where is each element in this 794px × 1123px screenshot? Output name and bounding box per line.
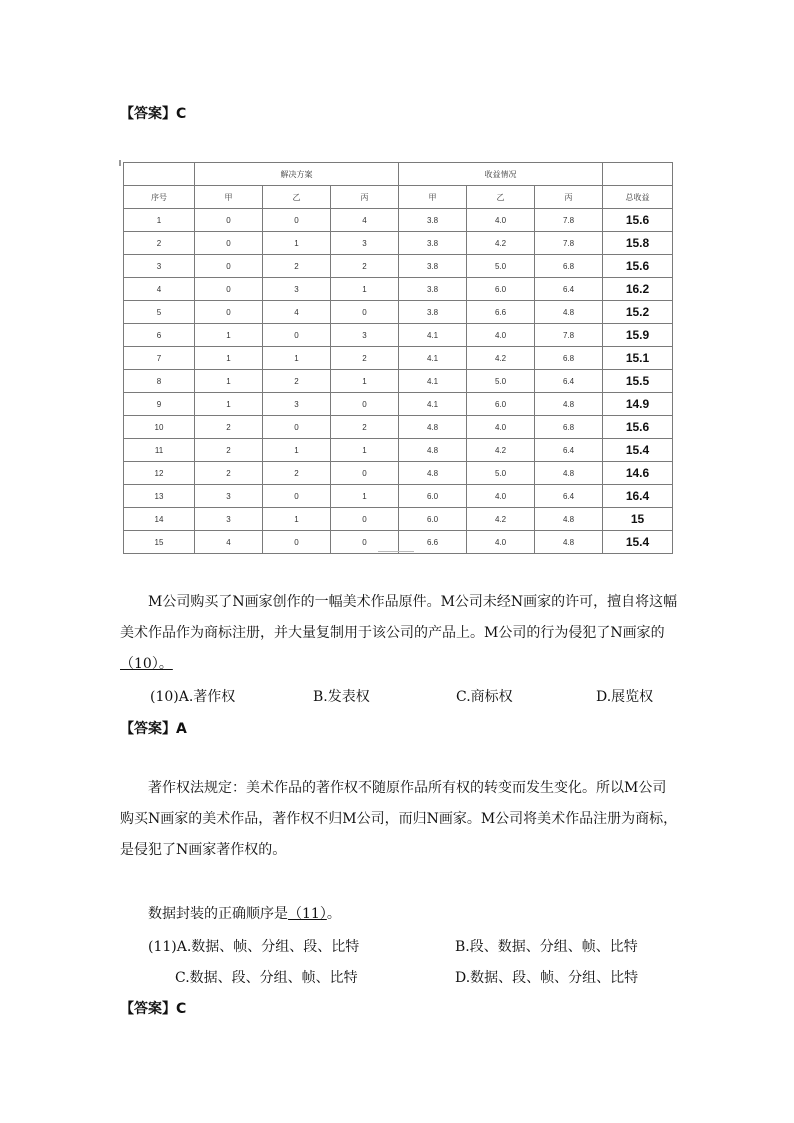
column-header: 甲 [399, 186, 467, 209]
table-cell: 4 [331, 209, 399, 232]
plan-group-header: 解决方案 [195, 163, 399, 186]
table-cell: 5.0 [467, 255, 535, 278]
table-cell: 3 [331, 324, 399, 347]
table-cell: 2 [195, 439, 263, 462]
table-row [124, 232, 673, 255]
table-cell: 4.8 [399, 439, 467, 462]
total-income-cell: 14.6 [603, 462, 673, 485]
table-cell: 5 [124, 301, 195, 324]
table-cell: 3 [263, 278, 331, 301]
table-row [124, 209, 673, 232]
table-cell: 0 [263, 209, 331, 232]
option-10-b: B.发表权 [313, 689, 370, 705]
table-cell: 6.6 [467, 301, 535, 324]
total-income-cell: 15.6 [603, 209, 673, 232]
column-header: 丙 [535, 186, 603, 209]
table-cell: 4 [263, 301, 331, 324]
answer-value: C [176, 1001, 187, 1017]
table-cell: 3 [195, 508, 263, 531]
table-cell: 1 [331, 370, 399, 393]
question-10-blank: （10）。 [120, 656, 173, 672]
question-10-text [120, 587, 680, 680]
table-cell: 4.8 [535, 301, 603, 324]
table-cell: 4.8 [399, 416, 467, 439]
table-cell: 1 [195, 324, 263, 347]
total-income-cell: 15.8 [603, 232, 673, 255]
table-cell: 1 [331, 485, 399, 508]
table-cell: 3.8 [399, 232, 467, 255]
table-cell: 6.4 [535, 439, 603, 462]
total-income-cell: 15.9 [603, 324, 673, 347]
answer-line-3 [120, 998, 186, 1018]
column-header: 乙 [467, 186, 535, 209]
table-cell: 2 [331, 416, 399, 439]
table-cell: 7.8 [535, 232, 603, 255]
table-row [124, 255, 673, 278]
question-10-body: M公司购买了N画家创作的一幅美术作品原件。M公司未经N画家的许可，擅自将这幅美术作品作为商标注册，并大量复制用于该公司的产品上。M公司的行为侵犯了N画家的 [120, 594, 678, 641]
answer-line-2 [120, 718, 187, 738]
table-cell: 4 [195, 531, 263, 554]
table-cell: 2 [263, 462, 331, 485]
table-cell: 6.8 [535, 347, 603, 370]
table-cell: 6.4 [535, 278, 603, 301]
table-row [124, 416, 673, 439]
column-header: 乙 [263, 186, 331, 209]
table-cell: 2 [124, 232, 195, 255]
table-cell: 0 [331, 508, 399, 531]
table-row [124, 301, 673, 324]
column-header: 总收益 [603, 186, 673, 209]
table-cell: 12 [124, 462, 195, 485]
table-cell: 11 [124, 439, 195, 462]
option-10-d: D.展览权 [596, 689, 654, 705]
table-cell: 1 [263, 347, 331, 370]
table-cell: 4.1 [399, 347, 467, 370]
option-10-a: (10)A.著作权 [150, 689, 236, 705]
table-cell: 3 [195, 485, 263, 508]
table-cell: 3 [331, 232, 399, 255]
table-cell: 7.8 [535, 209, 603, 232]
table-cell: 0 [331, 531, 399, 554]
option-11-a: (11)A.数据、帧、分组、段、比特 [148, 939, 360, 955]
table-header-blank [124, 163, 195, 186]
table-cell: 7.8 [535, 324, 603, 347]
table-cell: 2 [195, 416, 263, 439]
income-group-header: 收益情况 [399, 163, 603, 186]
table-cell: 4.2 [467, 347, 535, 370]
column-header: 丙 [331, 186, 399, 209]
table-cell: 4.8 [535, 531, 603, 554]
table-cell: 6.8 [535, 416, 603, 439]
table-cell: 4.1 [399, 393, 467, 416]
question-11-end: 。 [326, 906, 341, 922]
table-cell: 4.0 [467, 416, 535, 439]
table-cell: 4.2 [467, 508, 535, 531]
option-11-d: D.数据、段、帧、分组、比特 [455, 970, 639, 986]
table-cell: 1 [331, 278, 399, 301]
table-cell: 6.0 [399, 508, 467, 531]
table-cell: 4.0 [467, 485, 535, 508]
table-row [124, 347, 673, 370]
option-11-c: C.数据、段、分组、帧、比特 [175, 970, 358, 986]
table-row [124, 439, 673, 462]
table-cell: 6.8 [535, 255, 603, 278]
table-cell: 1 [263, 232, 331, 255]
table-cell: 4.0 [467, 324, 535, 347]
total-income-cell: 15.2 [603, 301, 673, 324]
table-cell: 4.8 [535, 508, 603, 531]
total-income-cell: 15.5 [603, 370, 673, 393]
explanation-text: 著作权法规定：美术作品的著作权不随原作品所有权的转变而发生变化。所以M公司购买N画家的美术作品，著作权不归M公司，而归N画家。M公司将美术作品注册为商标，是侵犯了N画家著作权的。 [120, 780, 678, 858]
table-cell: 4.2 [467, 232, 535, 255]
table-cell: 0 [331, 393, 399, 416]
table-cell: 5.0 [467, 462, 535, 485]
table-cell: 2 [331, 347, 399, 370]
table-cell: 2 [195, 462, 263, 485]
table-cell: 1 [195, 393, 263, 416]
table-column-header-row [124, 186, 673, 209]
table-cell: 3.8 [399, 255, 467, 278]
table-cell: 0 [263, 324, 331, 347]
answer-label: 【答案】 [120, 1001, 176, 1017]
answer-value: A [176, 721, 187, 737]
question-11-blank: （11） [288, 906, 327, 922]
table-cell: 6.0 [467, 393, 535, 416]
table-cell: 14 [124, 508, 195, 531]
table-row [124, 508, 673, 531]
table-cell: 3 [263, 393, 331, 416]
table-cell: 6.4 [535, 485, 603, 508]
table-cell: 0 [263, 485, 331, 508]
table-cell: 4.8 [535, 393, 603, 416]
table-cell: 1 [263, 439, 331, 462]
option-11-b: B.段、数据、分组、帧、比特 [455, 939, 638, 955]
total-income-cell: 15.6 [603, 416, 673, 439]
table-cell: 0 [195, 232, 263, 255]
table-cell: 7 [124, 347, 195, 370]
table-cell: 1 [331, 439, 399, 462]
table-cell: 3 [124, 255, 195, 278]
table-cell: 0 [263, 416, 331, 439]
answer-label: 【答案】 [120, 106, 176, 122]
total-income-cell: 15.4 [603, 531, 673, 554]
table-cell: 2 [263, 370, 331, 393]
table-cell: 4.1 [399, 370, 467, 393]
answer-value: C [176, 106, 187, 122]
table-cell: 4.1 [399, 324, 467, 347]
table-cell: 1 [124, 209, 195, 232]
answer-line-1 [120, 103, 186, 123]
table-cell: 6.0 [467, 278, 535, 301]
table-cell: 1 [195, 370, 263, 393]
option-10-c: C.商标权 [456, 689, 513, 705]
table-cell: 0 [331, 462, 399, 485]
table-row [124, 485, 673, 508]
table-row [124, 462, 673, 485]
table-row [124, 324, 673, 347]
table-header-blank [603, 163, 673, 186]
table-cell: 0 [195, 255, 263, 278]
table-cell: 13 [124, 485, 195, 508]
table-corner-mark [119, 160, 121, 166]
table-cell: 3.8 [399, 209, 467, 232]
table-row [124, 393, 673, 416]
question-11-body: 数据封装的正确顺序是 [148, 906, 288, 922]
table-cell: 6 [124, 324, 195, 347]
table-row [124, 278, 673, 301]
table-cell: 1 [195, 347, 263, 370]
total-income-cell: 15 [603, 508, 673, 531]
table-cell: 6.4 [535, 370, 603, 393]
column-header: 甲 [195, 186, 263, 209]
table-cell: 4.8 [535, 462, 603, 485]
table-cell: 2 [331, 255, 399, 278]
table-cell: 3.8 [399, 301, 467, 324]
table-cell: 4.0 [467, 531, 535, 554]
table-cell: 10 [124, 416, 195, 439]
table-cell: 9 [124, 393, 195, 416]
question-11-text [120, 899, 680, 930]
table-cell: 15 [124, 531, 195, 554]
solution-income-table [123, 162, 673, 554]
table-cell: 4.2 [467, 439, 535, 462]
table-group-header-row [124, 163, 673, 186]
table-cell: 4.0 [467, 209, 535, 232]
column-header: 序号 [124, 186, 195, 209]
total-income-cell: 15.1 [603, 347, 673, 370]
table-cell: 6.0 [399, 485, 467, 508]
table-cell: 1 [263, 508, 331, 531]
table-cell: 3.8 [399, 278, 467, 301]
table-cell: 0 [263, 531, 331, 554]
table-bottom-mark [378, 551, 414, 552]
table-cell: 6.6 [399, 531, 467, 554]
total-income-cell: 15.4 [603, 439, 673, 462]
table-cell: 0 [195, 209, 263, 232]
table-cell: 5.0 [467, 370, 535, 393]
table-cell: 2 [263, 255, 331, 278]
table-cell: 0 [195, 278, 263, 301]
total-income-cell: 16.2 [603, 278, 673, 301]
table-row [124, 370, 673, 393]
table-cell: 0 [331, 301, 399, 324]
total-income-cell: 14.9 [603, 393, 673, 416]
total-income-cell: 16.4 [603, 485, 673, 508]
answer-label: 【答案】 [120, 721, 176, 737]
total-income-cell: 15.6 [603, 255, 673, 278]
table-cell: 4 [124, 278, 195, 301]
table-cell: 4.8 [399, 462, 467, 485]
table-cell: 8 [124, 370, 195, 393]
table-cell: 0 [195, 301, 263, 324]
